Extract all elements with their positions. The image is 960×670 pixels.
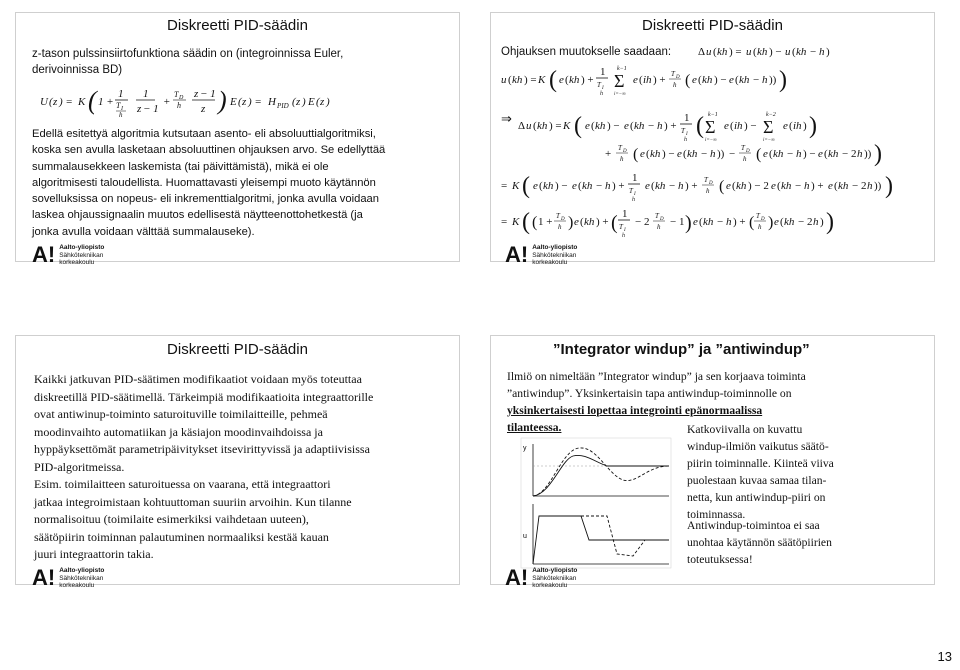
svg-text:1: 1	[622, 208, 628, 220]
svg-text:kh: kh	[634, 120, 645, 132]
svg-text:(: (	[630, 120, 634, 132]
svg-text:h: h	[558, 223, 562, 231]
svg-text:T: T	[618, 144, 622, 152]
svg-text:(: (	[699, 216, 703, 228]
svg-text:kh: kh	[736, 180, 747, 192]
svg-text:(: (	[685, 72, 691, 89]
svg-text:e: e	[818, 148, 823, 160]
svg-text:D: D	[561, 217, 565, 222]
logo-line-1: Aalto-yliopisto	[532, 244, 578, 251]
svg-text:): )	[779, 67, 787, 93]
slide-1-body: Edellä esitettyä algoritmia kutsutaan asento- eli absoluuttialgoritmiksi, koska sen avulla lasketaan absoluuttinen ohjauksen arvo. Se edellyttää summalausekkeen laskemista (tai päivittämistä), mikä ei ole algoritmisesti taloudellista. Huomattavasti yleisempi muoto käytännön sovelluksissa on nopeus- eli inkrementtialgoritmi, jonka avulla voidaan laskea ohjaussignaalin muutos edellisestä näytteenottohetkestä (ja jonka avulla voidaan välttää summalauseke).	[32, 128, 386, 238]
svg-text:T: T	[756, 212, 760, 220]
logo-line-3: korkeakoulu	[59, 259, 95, 266]
svg-text:h: h	[743, 155, 747, 163]
slide-3-logo	[32, 567, 104, 590]
svg-text:i=−∞: i=−∞	[705, 138, 717, 143]
svg-text:I: I	[121, 106, 123, 112]
svg-text:h: h	[762, 74, 768, 86]
svg-text:(: (	[533, 120, 537, 132]
svg-text:(: (	[792, 46, 796, 58]
svg-text:) +: ) +	[733, 216, 746, 228]
slide-3-para-1: Kaikki jatkuvan PID-säätimen modifikaatiot voidaan myös toteuttaa diskreetillä PID-säätimellä. Tärkeimpiä modifikaatioita integraattorille ovat antiwinup-toiminto saturoituville toimilaitteille, pehmeä moodinvaihto automatiikan ja käsiajon moodinvaihdoissa ja hyppäyksettömät parametripäivitykset itsevirittyvissä ja adaptiivisissa PID-algoritmeissa.	[34, 372, 374, 474]
svg-text:h: h	[706, 187, 710, 195]
svg-text:kh: kh	[784, 216, 795, 228]
slide-3	[15, 335, 460, 591]
slide-2-intro: Ohjauksen muutokselle saadaan:	[501, 46, 672, 58]
svg-text:T: T	[556, 212, 560, 220]
svg-text:e: e	[724, 120, 729, 132]
svg-text:(: (	[522, 209, 530, 235]
svg-text:K: K	[78, 96, 86, 108]
svg-text:e: e	[692, 74, 697, 86]
svg-text:(: (	[713, 46, 717, 58]
svg-text:−: −	[787, 148, 794, 160]
svg-text:kh: kh	[537, 120, 548, 132]
svg-text:−: −	[729, 148, 736, 160]
svg-text:e: e	[574, 216, 579, 228]
svg-text:T: T	[174, 90, 179, 99]
svg-text:) +: ) +	[596, 216, 609, 228]
slide-2	[490, 12, 935, 268]
svg-text:h: h	[813, 216, 819, 228]
svg-text:h: h	[678, 180, 684, 192]
svg-text:u: u	[785, 46, 791, 58]
svg-text:−: −	[669, 180, 676, 192]
svg-text:Σ: Σ	[614, 71, 625, 91]
slide-4-para-1b: yksinkertaisesti lopettaa integrointi epänormaalissa tilanteessa.	[507, 404, 763, 434]
svg-text:(: (	[316, 96, 320, 108]
svg-text:z: z	[201, 103, 206, 115]
svg-text:⇒: ⇒	[501, 111, 512, 126]
svg-text:h: h	[819, 46, 825, 58]
svg-text:e: e	[828, 180, 833, 192]
svg-text:(: (	[88, 86, 97, 115]
svg-text:− 1: − 1	[200, 88, 216, 100]
slide-1-title: Diskreetti PID-säädin	[167, 17, 308, 34]
svg-text:) =: ) =	[248, 96, 262, 108]
svg-text:) −: ) −	[769, 46, 782, 58]
svg-text:): )	[218, 86, 227, 115]
aalto-logo-mark: A!	[32, 565, 56, 591]
svg-text:kh: kh	[569, 74, 580, 86]
svg-text:1: 1	[632, 172, 638, 184]
svg-text:(: (	[639, 74, 643, 86]
svg-text:kh: kh	[702, 74, 713, 86]
svg-text:(: (	[539, 180, 543, 192]
svg-text:h: h	[119, 111, 123, 119]
svg-text:e: e	[572, 180, 577, 192]
svg-text:(: (	[522, 173, 530, 199]
svg-text:K: K	[563, 120, 571, 132]
logo-line-2: Sähkötekniikan	[59, 251, 104, 259]
svg-text:) −: ) −	[555, 180, 568, 192]
svg-text:k−1: k−1	[708, 112, 718, 118]
svg-text:(: (	[49, 96, 53, 108]
svg-text:h: h	[857, 148, 863, 160]
svg-text:−: −	[753, 74, 760, 86]
svg-text:kh: kh	[739, 74, 750, 86]
svg-text:E: E	[308, 96, 315, 108]
slide-4-side-text-1: Katkoviivalla on kuvattu windup-ilmiön vaikutus säätö-piirin toiminnalle. Kiinteä viiva puolestaan kuvaa samaa tilan-netta, kun antiwindup-piiri on toiminnassa.	[687, 423, 834, 521]
svg-text:): )	[302, 96, 306, 108]
svg-text:) −: ) −	[662, 148, 675, 160]
svg-text:): )	[568, 214, 574, 231]
svg-text:k−2: k−2	[766, 112, 776, 118]
svg-text:(: (	[532, 214, 538, 231]
svg-text:(: (	[646, 148, 650, 160]
svg-text:)): ))	[874, 180, 882, 192]
svg-text:h: h	[867, 180, 873, 192]
svg-text:−: −	[717, 216, 724, 228]
svg-text:(: (	[292, 96, 296, 108]
svg-text:− 2: − 2	[798, 216, 813, 228]
svg-text:) +: ) +	[811, 180, 824, 192]
svg-text:I: I	[602, 86, 604, 91]
svg-text:e: e	[677, 148, 682, 160]
svg-text:)): ))	[864, 148, 872, 160]
logo-line-2: Sähkötekniikan	[59, 574, 104, 582]
svg-text:): )	[809, 113, 817, 139]
svg-text:(: (	[780, 216, 784, 228]
svg-text:z: z	[137, 103, 142, 115]
svg-text:e: e	[783, 120, 788, 132]
logo-line-3: korkeakoulu	[532, 582, 568, 589]
svg-text:−: −	[648, 120, 655, 132]
svg-text:K: K	[512, 216, 520, 228]
svg-text:kh: kh	[757, 46, 768, 58]
svg-text:(: (	[633, 146, 639, 163]
svg-text:D: D	[709, 181, 713, 186]
svg-text:1: 1	[143, 88, 149, 100]
svg-text:u: u	[706, 46, 712, 58]
svg-text:=: =	[501, 216, 508, 228]
svg-text:(: (	[732, 180, 736, 192]
svg-text:(: (	[749, 214, 755, 231]
slide-4-title: ”Integrator windup” ja ”antiwindup”	[553, 341, 810, 358]
svg-text:kh: kh	[781, 180, 792, 192]
svg-text:(: (	[238, 96, 242, 108]
svg-text:h: h	[796, 148, 802, 160]
svg-text:(: (	[574, 113, 582, 139]
svg-text:z: z	[296, 96, 301, 108]
svg-text:u: u	[746, 46, 752, 58]
svg-text:PID: PID	[277, 102, 289, 110]
svg-text:) − 2: ) − 2	[748, 180, 769, 192]
svg-text:): )	[874, 141, 882, 167]
svg-text:(: (	[730, 120, 734, 132]
svg-text:): )	[885, 173, 893, 199]
svg-text:ih: ih	[793, 120, 802, 132]
logo-line-3: korkeakoulu	[59, 582, 95, 589]
svg-text:(: (	[611, 212, 618, 234]
svg-text:z: z	[194, 88, 199, 100]
svg-text:I: I	[624, 228, 626, 233]
logo-line-3: korkeakoulu	[532, 259, 568, 266]
svg-text:+: +	[163, 96, 171, 108]
svg-text:ih: ih	[643, 74, 652, 86]
svg-text:(: (	[834, 180, 838, 192]
svg-text:): )	[826, 46, 830, 58]
svg-text:1 +: 1 +	[538, 216, 553, 228]
svg-text:D: D	[676, 75, 680, 80]
svg-text:(: (	[591, 120, 595, 132]
svg-text:e: e	[729, 74, 734, 86]
slide-3-title: Diskreetti PID-säädin	[167, 341, 308, 358]
svg-text:h: h	[710, 148, 716, 160]
svg-text:kh: kh	[595, 120, 606, 132]
svg-text:− 2: − 2	[842, 148, 857, 160]
svg-text:) =: ) =	[524, 74, 537, 86]
svg-text:H: H	[268, 96, 276, 108]
svg-text:) −: ) −	[744, 120, 757, 132]
svg-text:)): ))	[769, 74, 777, 86]
svg-text:ih: ih	[734, 120, 743, 132]
aalto-logo-mark: A!	[505, 242, 529, 268]
aalto-logo-mark: A!	[505, 565, 529, 591]
svg-text:e: e	[585, 120, 590, 132]
svg-text:(: (	[651, 180, 655, 192]
svg-text:h: h	[622, 233, 625, 239]
svg-text:i=−∞: i=−∞	[614, 92, 626, 97]
svg-text:(: (	[580, 216, 584, 228]
svg-text:D: D	[761, 217, 765, 222]
svg-text:T: T	[655, 212, 659, 220]
svg-text:e: e	[693, 216, 698, 228]
svg-text:kh: kh	[512, 74, 523, 86]
svg-text:− 2: − 2	[635, 216, 650, 228]
svg-text:e: e	[763, 148, 768, 160]
svg-text:D: D	[746, 149, 750, 154]
svg-text:): )	[326, 96, 330, 108]
svg-text:e: e	[559, 74, 564, 86]
svg-text:) −: ) −	[607, 120, 620, 132]
svg-text:kh: kh	[650, 148, 661, 160]
slide-2-equations	[493, 43, 933, 243]
svg-text:e: e	[533, 180, 538, 192]
svg-text:kh: kh	[582, 180, 593, 192]
aalto-logo-mark: A!	[32, 242, 56, 268]
svg-text:+: +	[605, 148, 612, 160]
svg-text:K: K	[538, 74, 546, 86]
svg-text:h: h	[632, 197, 635, 203]
slide-2-logo	[505, 244, 577, 267]
svg-text:(: (	[508, 74, 512, 86]
svg-text:h: h	[620, 155, 624, 163]
svg-text:h: h	[605, 180, 611, 192]
slide-4	[490, 335, 935, 591]
svg-text:U: U	[40, 96, 48, 108]
plot-u-label: u	[523, 533, 527, 540]
svg-text:e: e	[624, 120, 629, 132]
svg-text:): )	[826, 209, 834, 235]
svg-text:) +: ) +	[664, 120, 677, 132]
svg-text:D: D	[660, 217, 664, 222]
svg-text:(: (	[549, 67, 557, 93]
svg-text:(: (	[578, 180, 582, 192]
svg-text:(: (	[698, 74, 702, 86]
svg-text:e: e	[633, 74, 638, 86]
svg-text:1 +: 1 +	[98, 96, 114, 108]
svg-text:T: T	[681, 127, 685, 135]
svg-text:e: e	[774, 216, 779, 228]
svg-text:) −: ) −	[803, 148, 816, 160]
svg-text:−: −	[596, 180, 603, 192]
svg-text:): )	[685, 212, 692, 234]
svg-text:): )	[820, 216, 824, 228]
svg-text:z: z	[53, 96, 58, 108]
slide-3-para-2: Esim. toimilaitteen saturoituessa on vaarana, että integraattori jatkaa integroimistaan kohtuuttoman suuriin arvoihin. Kun tilanne normalisoituu (toimilaite esimerkiksi vaihdetaan uuteen), säätöpiirin toiminnan palautuminen normaaliksi kestää kauan juuri integraattorin takia.	[34, 477, 352, 561]
svg-text:kh: kh	[584, 216, 595, 228]
slide-2-title: Diskreetti PID-säädin	[642, 17, 783, 34]
slide-4-para-1a: Ilmiö on nimeltään ”Integrator windup” ja sen korjaava toiminta ”antiwindup”. Yksinkertaisin tapa antiwindup-toiminnolle on	[507, 370, 806, 400]
svg-text:(: (	[824, 148, 828, 160]
svg-text:) +: ) +	[653, 74, 666, 86]
svg-text:T: T	[116, 101, 121, 110]
windup-plot	[511, 436, 676, 576]
svg-text:h: h	[657, 223, 661, 231]
svg-text:(: (	[719, 178, 725, 195]
svg-text:Δ: Δ	[698, 46, 706, 58]
svg-text:kh: kh	[703, 216, 714, 228]
svg-text:−: −	[810, 46, 817, 58]
plot-frame	[521, 438, 671, 568]
svg-text:Σ: Σ	[763, 117, 774, 137]
svg-text:e: e	[640, 148, 645, 160]
svg-text:kh: kh	[796, 46, 807, 58]
svg-text:(: (	[769, 148, 773, 160]
svg-text:) −: ) −	[714, 74, 727, 86]
svg-text:(: (	[683, 148, 687, 160]
svg-text:I: I	[634, 192, 636, 197]
svg-text:h: h	[600, 91, 603, 97]
svg-text:) +: ) +	[685, 180, 698, 192]
svg-text:D: D	[179, 95, 184, 101]
svg-text:k−1: k−1	[617, 66, 627, 72]
logo-line-1: Aalto-yliopisto	[59, 567, 105, 574]
svg-text:T: T	[619, 223, 623, 231]
svg-text:i=−∞: i=−∞	[763, 138, 775, 143]
svg-text:h: h	[804, 180, 810, 192]
page-number: 13	[937, 649, 952, 664]
svg-text:kh: kh	[543, 180, 554, 192]
svg-text:z: z	[242, 96, 247, 108]
svg-text:T: T	[741, 144, 745, 152]
svg-text:T: T	[597, 81, 601, 89]
svg-text:e: e	[771, 180, 776, 192]
svg-text:D: D	[623, 149, 627, 154]
svg-text:−: −	[701, 148, 708, 160]
svg-text:(: (	[735, 74, 739, 86]
svg-text:h: h	[684, 137, 687, 143]
svg-text:Δ: Δ	[518, 120, 526, 132]
svg-text:u: u	[501, 74, 507, 86]
svg-text:kh: kh	[828, 148, 839, 160]
svg-text:(: (	[565, 74, 569, 86]
svg-text:h: h	[758, 223, 762, 231]
svg-text:I: I	[686, 132, 688, 137]
svg-text:) =: ) =	[59, 96, 73, 108]
svg-text:e: e	[726, 180, 731, 192]
svg-text:kh: kh	[838, 180, 849, 192]
svg-text:E: E	[230, 96, 237, 108]
svg-text:) =: ) =	[549, 120, 562, 132]
svg-text:− 1: − 1	[143, 103, 159, 115]
svg-text:Σ: Σ	[705, 117, 716, 137]
svg-text:T: T	[671, 70, 675, 78]
svg-text:(: (	[756, 146, 762, 163]
slide-4-side-text-2: Antiwindup-toimintoa ei saa unohtaa käytännön säätöpiirien toteutuksessa!	[687, 519, 832, 566]
slide-1-logo	[32, 244, 104, 267]
svg-text:): )	[768, 214, 774, 231]
slide-1-equation	[38, 83, 368, 122]
svg-text:− 2: − 2	[852, 180, 867, 192]
svg-text:): )	[803, 120, 807, 132]
svg-text:kh: kh	[717, 46, 728, 58]
slide-4-logo	[505, 567, 577, 590]
logo-line-2: Sähkötekniikan	[532, 251, 577, 259]
svg-text:T: T	[629, 187, 633, 195]
svg-text:(: (	[696, 113, 704, 139]
svg-text:h: h	[657, 120, 663, 132]
svg-text:1: 1	[600, 66, 606, 78]
svg-text:1: 1	[118, 88, 124, 100]
svg-text:z: z	[320, 96, 325, 108]
slide-1-equation-graphic	[38, 83, 368, 119]
svg-text:K: K	[512, 180, 520, 192]
svg-text:) =: ) =	[729, 46, 742, 58]
slide-1	[15, 12, 460, 268]
logo-line-1: Aalto-yliopisto	[59, 244, 105, 251]
svg-text:−: −	[795, 180, 802, 192]
svg-text:e: e	[645, 180, 650, 192]
svg-text:h: h	[177, 101, 181, 110]
svg-text:T: T	[704, 176, 708, 184]
svg-text:1: 1	[684, 112, 690, 124]
svg-text:kh: kh	[773, 148, 784, 160]
svg-text:h: h	[673, 81, 677, 89]
svg-text:)): ))	[717, 148, 725, 160]
svg-text:) +: ) +	[581, 74, 594, 86]
svg-text:) +: ) +	[612, 180, 625, 192]
slide-1-intro: z-tason pulssinsiirtofunktiona säädin on (integroinnissa Euler, derivoinnissa BD)	[32, 48, 344, 76]
logo-line-1: Aalto-yliopisto	[532, 567, 578, 574]
svg-text:(: (	[777, 180, 781, 192]
svg-text:=: =	[501, 180, 508, 192]
svg-text:kh: kh	[655, 180, 666, 192]
svg-text:kh: kh	[687, 148, 698, 160]
svg-text:(: (	[753, 46, 757, 58]
plot-y-label: y	[523, 445, 527, 452]
svg-text:(: (	[789, 120, 793, 132]
svg-text:h: h	[726, 216, 732, 228]
svg-text:u: u	[526, 120, 532, 132]
logo-line-2: Sähkötekniikan	[532, 574, 577, 582]
svg-text:− 1: − 1	[670, 216, 685, 228]
